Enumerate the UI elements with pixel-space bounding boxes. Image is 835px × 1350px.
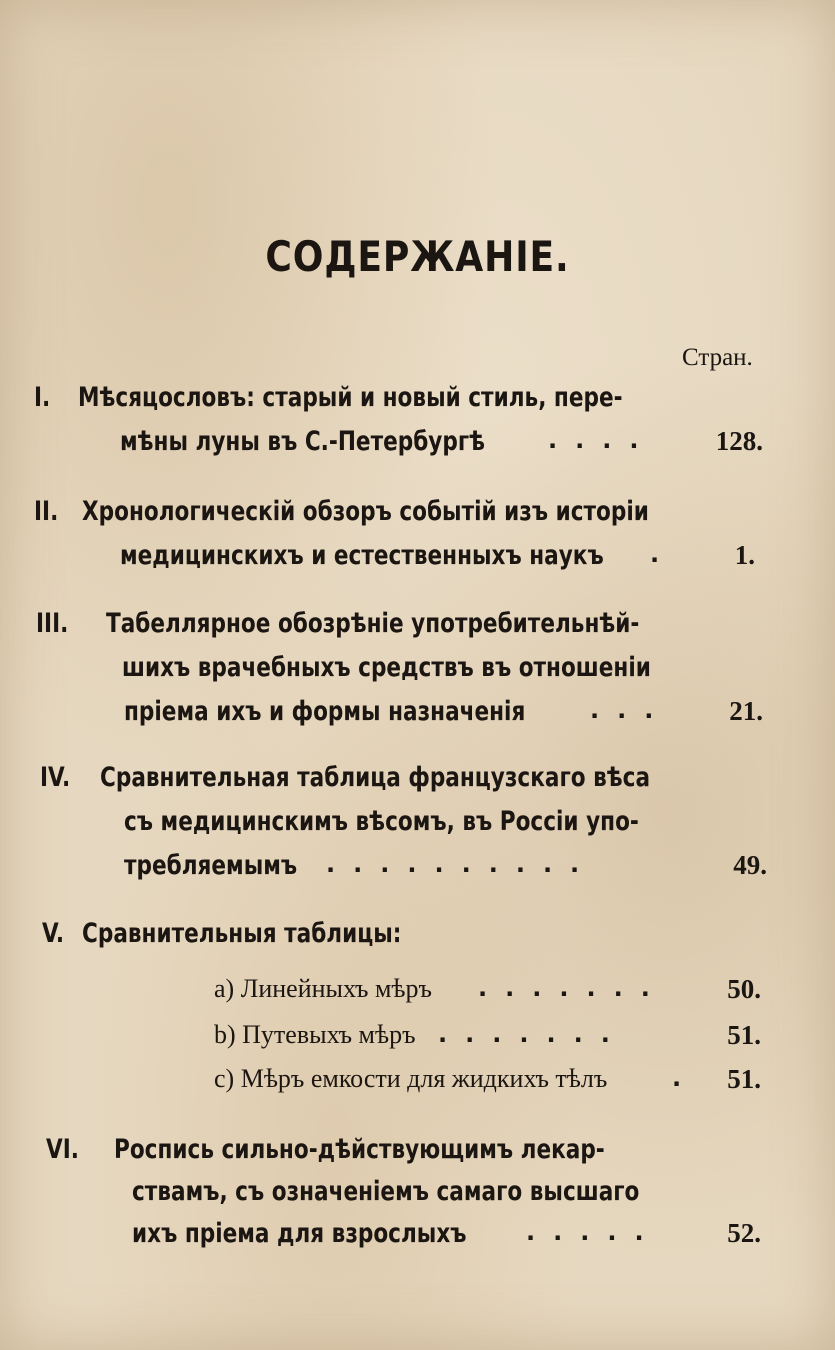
toc-entry-5-sub-a-page: 50. xyxy=(727,974,761,1004)
page-title: СОДЕРЖАНІЕ. xyxy=(265,232,570,281)
toc-entry-4-page: 49. xyxy=(733,850,767,880)
toc-entry-5-sub-c xyxy=(0,1064,835,1108)
toc-entry-5-sub-a xyxy=(0,974,835,1018)
toc-entry-6-line-2 xyxy=(0,1176,835,1220)
toc-entry-1-text-1: Мѣсяцословъ: старый и новый стиль, пере- xyxy=(78,382,623,413)
toc-entry-2-text-2: медицинскихъ и естественныхъ наукъ xyxy=(120,540,604,571)
toc-entry-1-text-2: мѣны луны въ С.-Петербургѣ xyxy=(120,426,486,457)
toc-entry-5-sub-b-leader: ....... xyxy=(438,1020,628,1048)
toc-entry-5-sub-b-page: 51. xyxy=(727,1020,761,1050)
toc-entry-3-text-1: Табеллярное обозрѣніе употребительнѣй- xyxy=(106,608,640,639)
toc-entry-2-page: 1. xyxy=(734,540,755,570)
toc-entry-3-line-2 xyxy=(0,652,835,696)
toc-entry-3-text-2: шихъ врачебныхъ средствъ въ отношеніи xyxy=(122,652,651,683)
toc-entry-5-sub-b xyxy=(0,1020,835,1064)
toc-entry-1-leader: .... xyxy=(548,426,657,454)
toc-entry-6-line-3 xyxy=(0,1218,835,1262)
toc-entry-5-numeral: V. xyxy=(42,918,65,949)
toc-entry-5-sub-c-page: 51. xyxy=(727,1064,761,1094)
toc-entry-6-numeral: VI. xyxy=(46,1134,79,1165)
toc-entry-1-page: 128. xyxy=(715,426,763,456)
toc-entry-3-numeral: III. xyxy=(36,608,69,639)
toc-entry-2-line-2 xyxy=(0,540,835,584)
toc-entry-2-numeral: II. xyxy=(34,496,59,527)
toc-entry-5-sub-a-label: a) Линейныхъ мѣръ xyxy=(214,974,432,1003)
toc-entry-6-page: 52. xyxy=(727,1218,761,1248)
toc-entry-3-text-3: пріема ихъ и формы назначенія xyxy=(124,696,526,727)
toc-entry-2-text-1: Хронологическій обзоръ событій изъ исторіи xyxy=(82,496,649,527)
toc-entry-5-sub-a-leader: ....... xyxy=(478,974,668,1002)
toc-entry-6-line-1 xyxy=(0,1134,835,1178)
toc-entry-5-text-1: Сравнительныя таблицы: xyxy=(82,918,402,949)
toc-entry-4-text-1: Сравнительная таблица французскаго вѣса xyxy=(100,762,651,793)
toc-entry-2-leader: . xyxy=(650,540,678,568)
toc-entry-4-line-1 xyxy=(0,762,835,806)
pages-column-header: Стран. xyxy=(682,344,753,371)
toc-entry-4-numeral: IV. xyxy=(40,762,71,793)
toc-entry-4-text-2: съ медицинскимъ вѣсомъ, въ Россіи упо- xyxy=(124,806,639,837)
toc-entry-2-line-1 xyxy=(0,496,835,540)
toc-entry-6-leader: ..... xyxy=(526,1218,662,1246)
toc-entry-1-line-1 xyxy=(0,382,835,426)
toc-entry-6-text-3: ихъ пріема для взрослыхъ xyxy=(132,1218,467,1249)
toc-entry-1-numeral: I. xyxy=(34,382,51,413)
toc-entry-6-text-1: Роспись сильно-дѣйствующимъ лекар- xyxy=(114,1134,605,1165)
toc-entry-4-text-3: требляемымъ xyxy=(124,850,298,881)
toc-entry-3-line-3 xyxy=(0,696,835,740)
toc-entry-4-leader: .......... xyxy=(326,850,598,878)
toc-entry-3-leader: ... xyxy=(590,696,672,724)
toc-entry-6-text-2: ствамъ, съ означеніемъ самаго высшаго xyxy=(132,1176,640,1207)
toc-entry-4-line-3 xyxy=(0,850,835,894)
toc-entry-3-line-1 xyxy=(0,608,835,652)
toc-entry-5-sub-b-label: b) Путевыхъ мѣръ xyxy=(214,1020,416,1049)
toc-entry-5-line-1 xyxy=(0,918,835,962)
toc-entry-3-page: 21. xyxy=(729,696,763,726)
toc-entry-5-sub-c-label: c) Мѣръ емкости для жидкихъ тѣлъ xyxy=(214,1064,608,1093)
toc-entry-5-sub-c-leader: . xyxy=(672,1064,700,1092)
toc-entry-1-line-2 xyxy=(0,426,835,470)
toc-entry-4-line-2 xyxy=(0,806,835,850)
